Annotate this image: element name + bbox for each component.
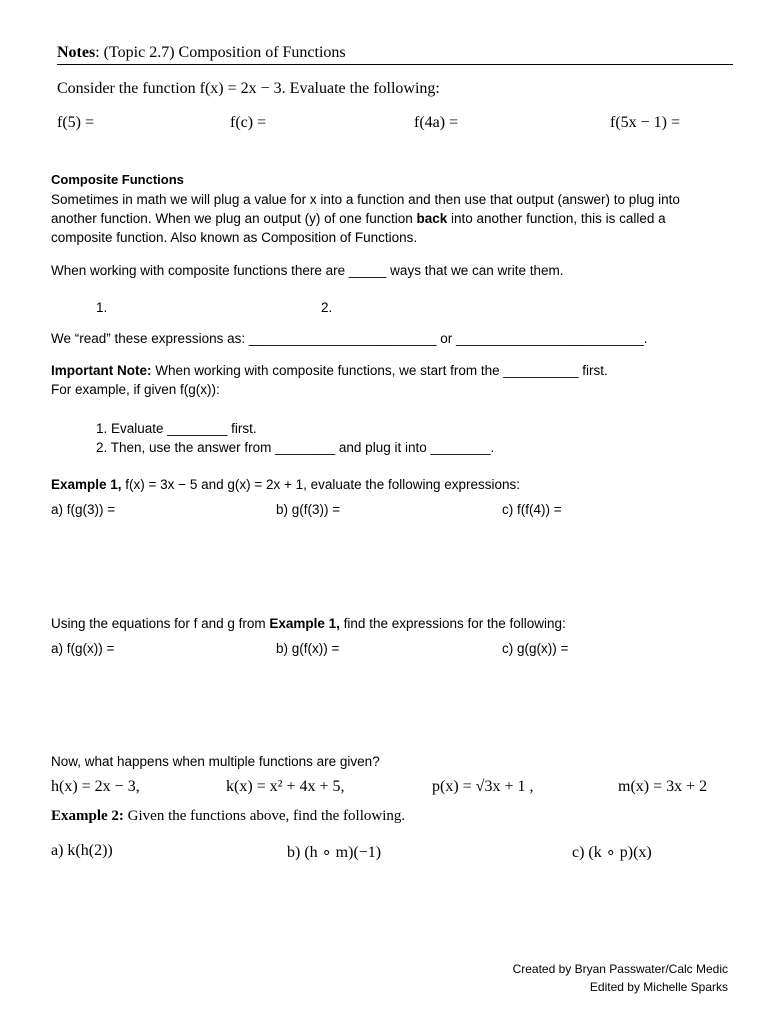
- important-label: Important Note:: [51, 363, 152, 378]
- example1-text: f(x) = 3x − 5 and g(x) = 2x + 1, evaluate the following expressions:: [121, 477, 521, 492]
- function-def: h(x) = 2x − 3,: [51, 778, 140, 795]
- example2-heading: [51, 808, 405, 825]
- paragraph-bold: back: [416, 211, 448, 226]
- paragraph-text: another function. When we plug an output (y) of one function: [51, 211, 417, 226]
- using-heading: [51, 616, 566, 631]
- example1-item: b) g(f(3)) =: [276, 502, 341, 517]
- example2-item: b) (h ∘ m)(−1): [287, 844, 382, 861]
- paragraph-line: [51, 211, 666, 226]
- warmup-intro: Consider the function f(x) = 2x − 3. Evaluate the following:: [57, 80, 440, 97]
- multiple-question: Now, what happens when multiple functions are given?: [51, 754, 380, 769]
- paragraph-text: into another function, this is called a: [447, 211, 666, 226]
- step-item: 1. Evaluate ________ first.: [96, 421, 257, 436]
- using-item: b) g(f(x)) =: [276, 641, 340, 656]
- read-prompt: We “read” these expressions as: _________________________ or _________________________.: [51, 331, 648, 346]
- warmup-item: f(5x − 1) =: [610, 114, 681, 131]
- example1-heading: [51, 477, 520, 492]
- footer-credit: Created by Bryan Passwater/Calc Medic: [512, 962, 728, 976]
- using-item: a) f(g(x)) =: [51, 641, 115, 656]
- ways-prompt: When working with composite functions there are _____ ways that we can write them.: [51, 263, 564, 278]
- list-number: 1.: [96, 300, 108, 315]
- example2-label: Example 2:: [51, 808, 124, 824]
- example1-label: Example 1,: [51, 477, 122, 492]
- warmup-item: f(5) =: [57, 114, 95, 131]
- list-number: 2.: [321, 300, 333, 315]
- footer-credit: Edited by Michelle Sparks: [589, 980, 728, 994]
- important-note: [51, 363, 608, 378]
- example2-text: Given the functions above, find the following.: [123, 808, 406, 824]
- notes-label: Notes: [57, 44, 96, 61]
- example-line: For example, if given f(g(x)):: [51, 382, 220, 397]
- section-heading: Composite Functions: [51, 172, 184, 187]
- using-text: find the expressions for the following:: [339, 616, 566, 631]
- example2-item: c) (k ∘ p)(x): [572, 844, 652, 861]
- example1-item: a) f(g(3)) =: [51, 502, 116, 517]
- topic-title: : (Topic 2.7) Composition of Functions: [95, 44, 346, 61]
- warmup-item: f(c) =: [230, 114, 267, 131]
- using-text: Using the equations for f and g from: [51, 616, 270, 631]
- paragraph-line: composite function. Also known as Composition of Functions.: [51, 230, 418, 245]
- page-title: [57, 44, 346, 62]
- using-bold: Example 1,: [269, 616, 340, 631]
- warmup-item: f(4a) =: [414, 114, 459, 131]
- important-text: When working with composite functions, we start from the __________ first.: [151, 363, 608, 378]
- paragraph-line: Sometimes in math we will plug a value for x into a function and then use that output (answer) to plug into: [51, 192, 680, 207]
- function-def: k(x) = x² + 4x + 5,: [226, 778, 345, 795]
- function-def: m(x) = 3x + 2: [618, 778, 708, 795]
- step-item: 2. Then, use the answer from ________ and plug it into ________.: [96, 440, 495, 455]
- example1-item: c) f(f(4)) =: [502, 502, 562, 517]
- function-def: p(x) = √3x + 1 ,: [432, 778, 534, 795]
- using-item: c) g(g(x)) =: [502, 641, 569, 656]
- example2-item: a) k(h(2)): [51, 842, 113, 859]
- header-rule: [57, 64, 733, 65]
